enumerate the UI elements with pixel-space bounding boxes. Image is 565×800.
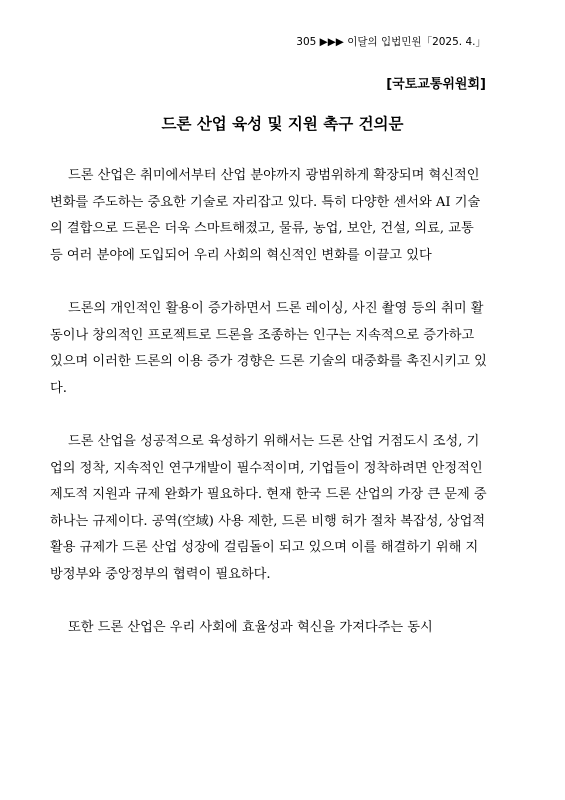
page-number: 305 <box>296 36 317 48</box>
paragraph-1: 드론 산업은 취미에서부터 산업 분야까지 광범위하게 확장되며 혁신적인 변화를 주도하는 중요한 기술로 자리잡고 있다. 특히 다양한 센서와 AI 기술의 결합으로 드론은 더욱 스마트해졌고, 물류, 농업, 보안, 건설, 의료, 교통 등 여러 분야에 도입되어 우리 사회의 혁신적인 변화를 이끌고 있다 <box>50 168 481 263</box>
running-header <box>296 34 486 49</box>
document-body <box>50 163 490 668</box>
arrow-icon: ▶▶▶ <box>319 36 344 48</box>
paragraph-2: 드론의 개인적인 활용이 증가하면서 드론 레이싱, 사진 촬영 등의 취미 활동이나 창의적인 프로젝트로 드론을 조종하는 인구는 지속적으로 증가하고 있으며 이러한 드론의 이용 증가 경향은 드론 기술의 대중화를 촉진시키고 있다. <box>50 300 487 396</box>
document-title: 드론 산업 육성 및 지원 촉구 건의문 <box>161 115 404 133</box>
committee-label: [국토교통위원회] <box>386 77 486 92</box>
paragraph-4: 또한 드론 산업은 우리 사회에 효율성과 혁신을 가져다주는 동시 <box>68 620 433 636</box>
section-title: 이달의 입법민원「2025. 4.」 <box>347 36 486 48</box>
paragraph-3: 드론 산업을 성공적으로 육성하기 위해서는 드론 산업 거점도시 조성, 기업의 정착, 지속적인 연구개발이 필수적이며, 기업들이 정착하려면 안정적인 제도적 지원과 규제 완화가 필요하다. 현재 한국 드론 산업의 가장 큰 문제 중 하나는 규제이다. 공역(空域) 사용 제한, 드론 비행 허가 절차 복잡성, 상업적 활용 규제가 드론 산업 성장에 걸림돌이 되고 있으며 이를 해결하기 위해 지방정부와 중앙정부의 협력이 필요하다. <box>50 433 487 582</box>
